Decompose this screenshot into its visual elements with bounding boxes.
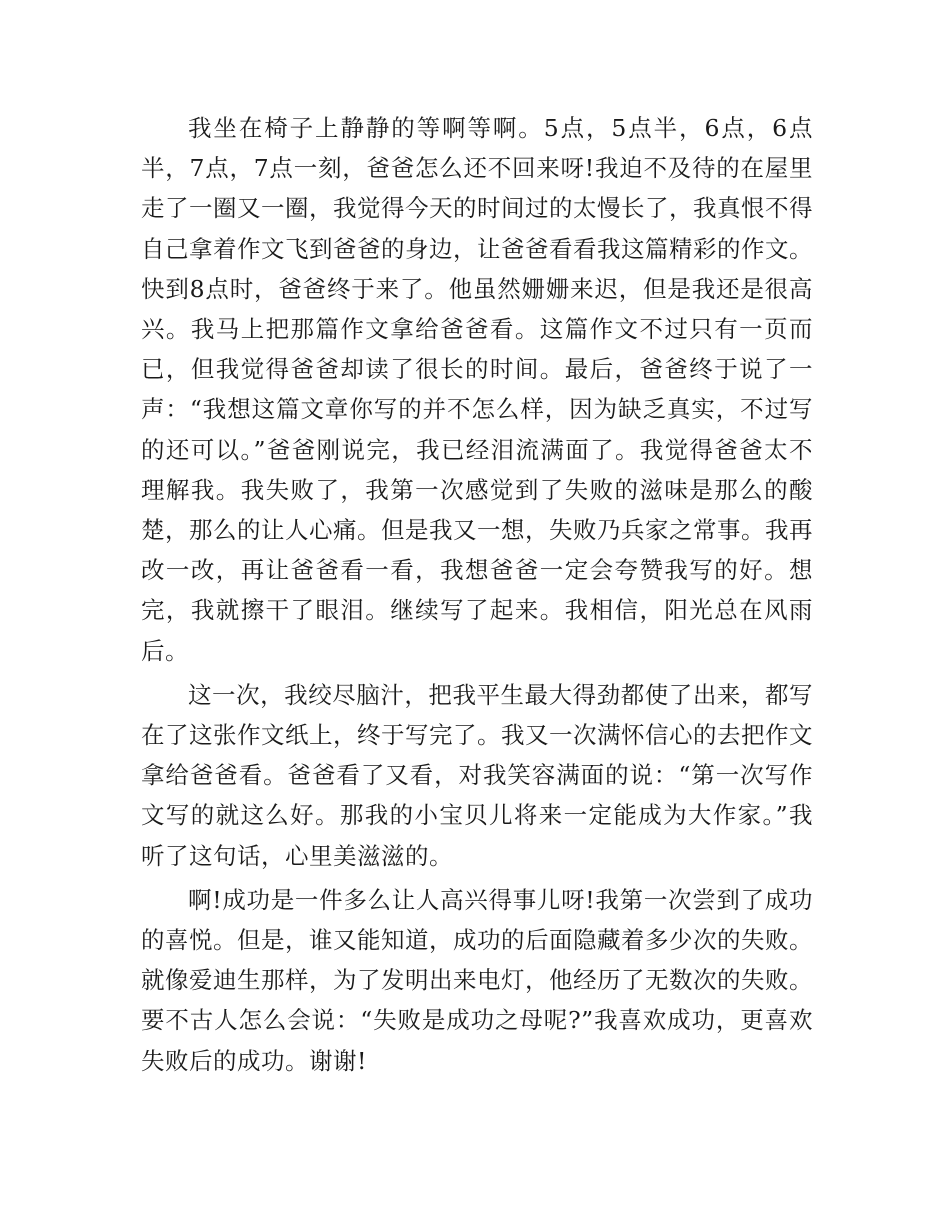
paragraph-2: 这一次，我绞尽脑汁，把我平生最大得劲都使了出来，都写在了这张作文纸上，终于写完了。我又一次满怀信心的去把作文拿给爸爸看。爸爸看了又看，对我笑容满面的说：“第一次写作文写的就这么好。那我的小宝贝儿将来一定能成为大作家。”我听了这句话，心里美滋滋的。 [141,680,813,870]
paragraph-1: 我坐在椅子上静静的等啊等啊。5点，5点半，6点，6点半，7点，7点一刻，爸爸怎么还不回来呀!我迫不及待的在屋里走了一圈又一圈，我觉得今天的时间过的太慢长了，我真恨不得自己拿着作文飞到爸爸的身边，让爸爸看看我这篇精彩的作文。快到8点时，爸爸终于来了。他虽然姗姗来迟，但是我还是很高兴。我马上把那篇作文拿给爸爸看。这篇作文不过只有一页而已，但我觉得爸爸却读了很长的时间。最后，爸爸终于说了一声：“我想这篇文章你写的并不怎么样，因为缺乏真实，不过写的还可以。”爸爸刚说完，我已经泪流满面了。我觉得爸爸太不理解我。我失败了，我第一次感觉到了失败的滋味是那么的酸楚，那么的让人心痛。但是我又一想，失败乃兵家之常事。我再改一改，再让爸爸看一看，我想爸爸一定会夸赞我写的好。想完，我就擦干了眼泪。继续写了起来。我相信，阳光总在风雨后。 [141,114,813,665]
essay-body [141,108,813,1085]
paragraph-3: 啊!成功是一件多么让人高兴得事儿呀!我第一次尝到了成功的喜悦。但是，谁又能知道，成功的后面隐藏着多少次的失败。就像爱迪生那样，为了发明出来电灯，他经历了无数次的失败。要不古人怎么会说：“失败是成功之母呢?”我喜欢成功，更喜欢失败后的成功。谢谢! [141,885,813,1075]
